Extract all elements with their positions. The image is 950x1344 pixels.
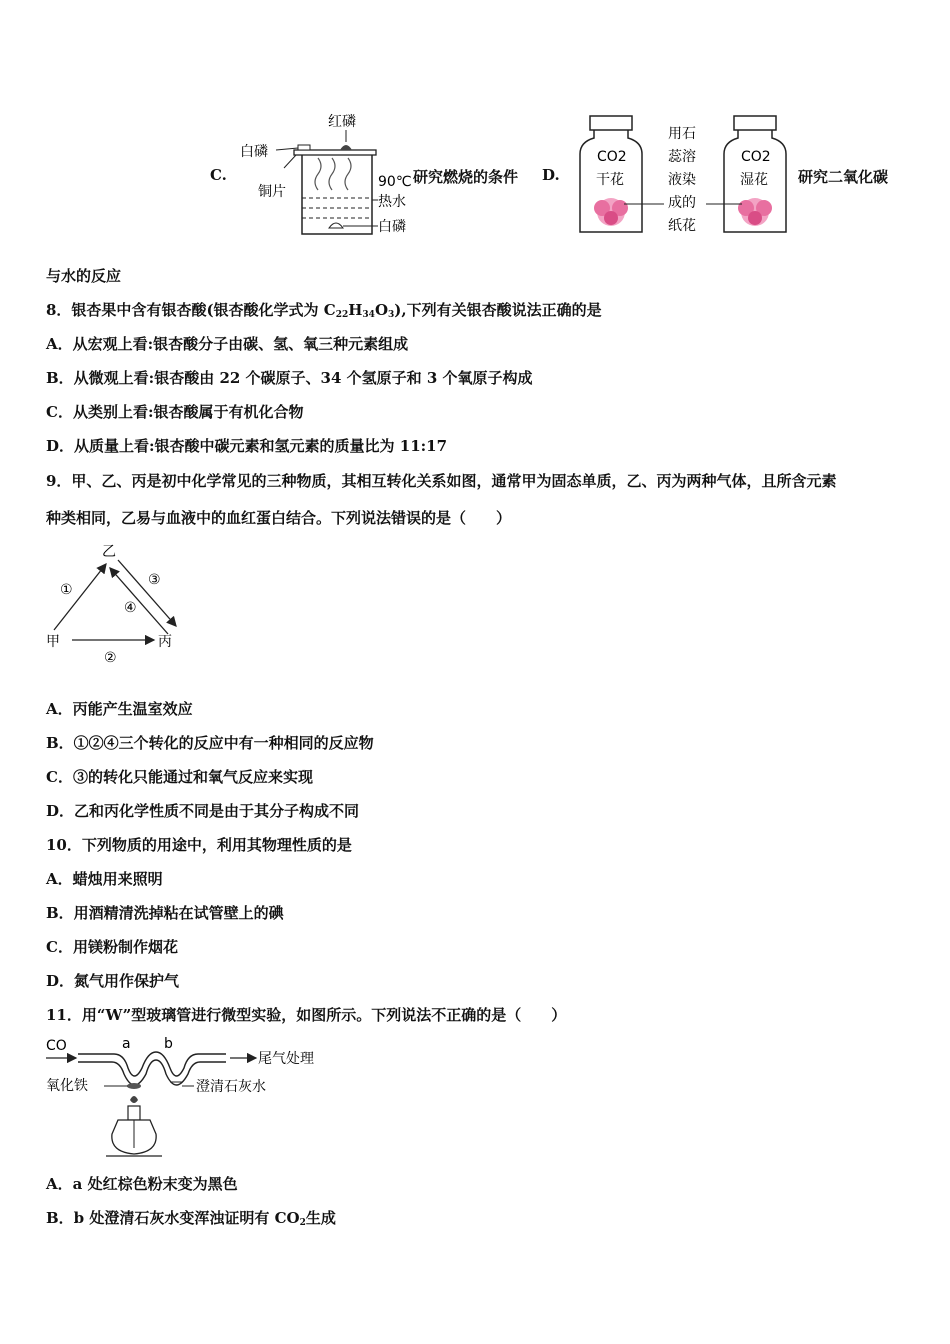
left-jar-gas: CO2	[597, 149, 627, 165]
q11-option-b: B．b 处澄清石灰水变浑浊证明有 $CO_2$生成	[46, 1209, 336, 1228]
limewater-label: 澄清石灰水	[196, 1079, 266, 1095]
q9-stem-line1: 9．甲、乙、丙是初中化学常见的三种物质，其相互转化关系如图，通常甲为固态单质，乙、丙为两种气体，且所含元素	[46, 472, 837, 490]
q10-option-d: D．氮气用作保护气	[46, 972, 180, 990]
combustion-apparatus-figure	[236, 110, 416, 240]
q9-conversion-diagram	[44, 538, 194, 668]
right-jar-label: 湿花	[740, 172, 768, 188]
q8-option-c: C．从类别上看:银杏酸属于有机化合物	[46, 403, 304, 421]
option-d-caption-part2: 与水的反应	[46, 267, 122, 285]
arrow-3	[118, 560, 176, 626]
co2-jars-figure	[576, 114, 794, 238]
arrow-4-label: ④	[124, 600, 137, 616]
q10-option-c: C．用镁粉制作烟花	[46, 938, 178, 956]
node-yi: 乙	[102, 544, 116, 560]
q10-option-b: B．用酒精清洗掉粘在试管壁上的碘	[46, 904, 284, 922]
q9-option-c: C．③的转化只能通过和氧气反应来实现	[46, 768, 313, 786]
q11-option-a: A．a 处红棕色粉末变为黑色	[46, 1175, 238, 1193]
q8-option-a: A．从宏观上看:银杏酸分子由碳、氢、氧三种元素组成	[46, 335, 409, 353]
beaker-outline	[302, 155, 372, 234]
white-phosphorus-bottom-label: 白磷	[378, 219, 406, 235]
node-bing: 丙	[158, 634, 172, 650]
q11-stem: 11．用“W”型玻璃管进行微型实验，如图所示。下列说法不正确的是（ ）	[46, 1006, 567, 1024]
tail-gas-label: 尾气处理	[258, 1051, 314, 1067]
w-tube-upper	[78, 1052, 226, 1076]
arrow-2-label: ②	[104, 650, 117, 666]
q10-option-a: A．蜡烛用来照明	[46, 870, 163, 888]
white-phosphorus-bottom-piece	[329, 223, 343, 228]
white-phosphorus-top-piece	[298, 145, 310, 150]
gas-in-label: CO	[46, 1038, 67, 1054]
note-line-5: 纸花	[668, 218, 696, 234]
w-tube-apparatus-figure	[44, 1034, 344, 1164]
point-b-label: b	[164, 1036, 173, 1052]
white-phosphorus-top-label: 白磷	[240, 144, 268, 160]
copper-sheet-plate	[294, 150, 376, 155]
q8-stem: 8．银杏果中含有银杏酸(银杏酸化学式为 $C_{22}H_{34}O_3$),下列有关银杏酸说法正确的是	[46, 301, 602, 320]
arrow-3-label: ③	[148, 572, 161, 588]
q9-option-b: B．①②④三个转化的反应中有一种相同的反应物	[46, 734, 374, 752]
option-c-caption: 研究燃烧的条件	[413, 168, 519, 186]
option-c-letter: C.	[210, 166, 227, 184]
left-jar-label: 干花	[596, 172, 624, 188]
point-a-label: a	[122, 1036, 131, 1052]
left-flower-icon	[594, 198, 628, 226]
q9-stem-line2: 种类相同，乙易与血液中的血红蛋白结合。下列说法错误的是（ ）	[46, 509, 512, 527]
alcohol-lamp-icon	[106, 1096, 162, 1156]
q8-option-d: D．从质量上看:银杏酸中碳元素和氢元素的质量比为 11:17	[46, 437, 448, 455]
note-line-4: 成的	[668, 195, 696, 211]
copper-sheet-label: 铜片	[258, 184, 286, 200]
red-phosphorus-pile	[340, 145, 352, 150]
red-phosphorus-label: 红磷	[328, 114, 356, 130]
note-line-1: 用石	[668, 126, 696, 142]
right-jar-gas: CO2	[741, 149, 771, 165]
q10-stem: 10．下列物质的用途中，利用其物理性质的是	[46, 836, 352, 854]
q9-option-d: D．乙和丙化学性质不同是由于其分子构成不同	[46, 802, 360, 820]
arrow-1-label: ①	[60, 582, 73, 598]
option-d-letter: D.	[542, 166, 560, 184]
node-jia: 甲	[46, 634, 60, 650]
temperature-label: 90℃	[378, 174, 412, 190]
right-flower-icon	[738, 198, 772, 226]
iron-oxide-powder	[127, 1083, 141, 1089]
note-line-3: 液染	[668, 172, 696, 188]
q9-option-a: A．丙能产生温室效应	[46, 700, 193, 718]
iron-oxide-label: 氧化铁	[46, 1078, 88, 1094]
q8-option-b: B．从微观上看:银杏酸由 22 个碳原子、34 个氢原子和 3 个氧原子构成	[46, 369, 533, 387]
hot-water-label: 热水	[378, 194, 406, 210]
option-d-caption-part1: 研究二氧化碳	[798, 168, 889, 186]
note-line-2: 蕊溶	[668, 149, 696, 165]
